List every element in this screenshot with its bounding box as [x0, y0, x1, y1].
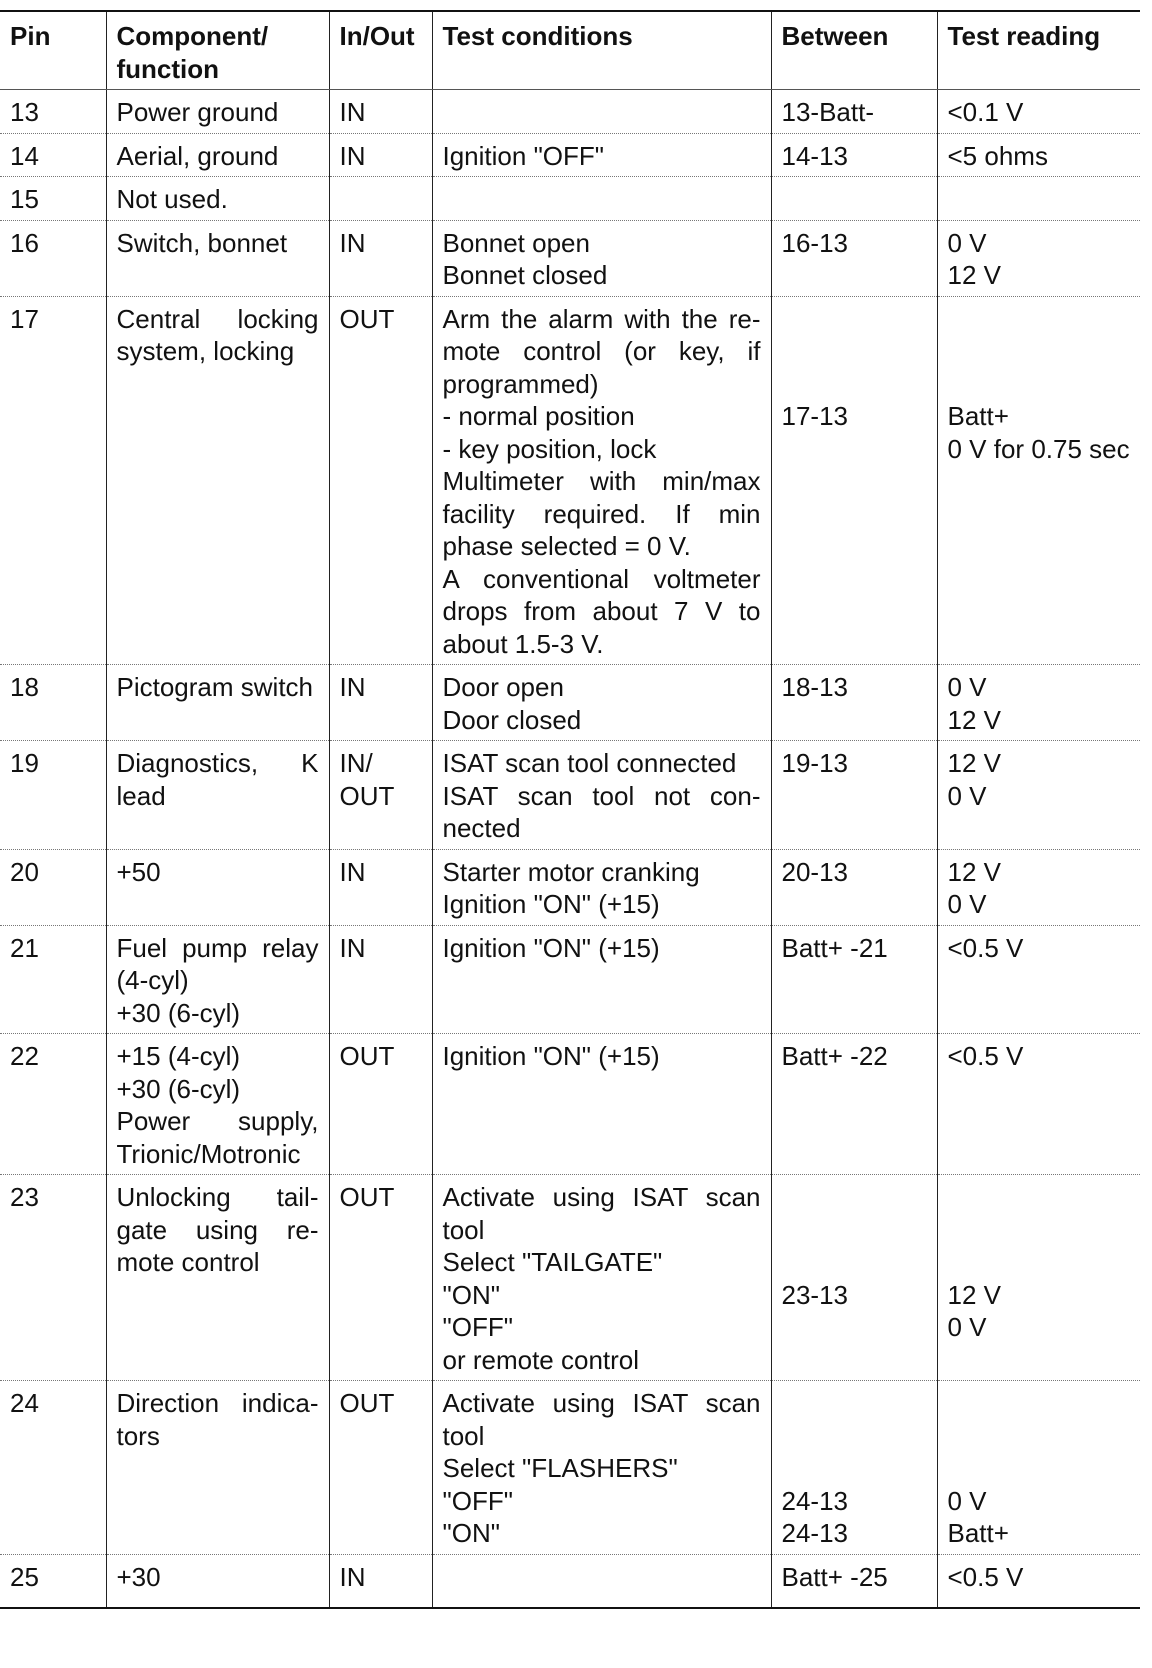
between-cell	[771, 90, 937, 134]
component-cell-text: Diagnostics, K lead	[116, 748, 326, 811]
table-row	[0, 296, 1140, 665]
test-reading-cell	[937, 220, 1140, 296]
pin-cell-text: 25	[10, 1561, 39, 1592]
in-out-cell	[329, 177, 432, 221]
table-row	[0, 90, 1140, 134]
header-test-conditions: Test conditions	[432, 11, 771, 90]
test-reading-cell-text: <0.5 V	[947, 1561, 1024, 1592]
test-reading-cell	[937, 90, 1140, 134]
component-cell	[106, 1554, 329, 1608]
in-out-cell-text: IN	[339, 1561, 366, 1592]
between-cell-text: 18-13	[781, 672, 848, 702]
component-cell-text: Unlocking tail- gate using re- mote control	[116, 1182, 326, 1277]
in-out-cell-text: IN	[339, 856, 366, 887]
between-cell	[771, 133, 937, 177]
table-row	[0, 1175, 1140, 1381]
in-out-cell	[329, 925, 432, 1034]
in-out-cell	[329, 220, 432, 296]
pin-cell	[0, 1381, 106, 1555]
between-cell-text: Batt+ -21	[781, 932, 888, 963]
pin-cell-text: 17	[10, 303, 39, 334]
test-reading-cell	[937, 1554, 1140, 1608]
pin-cell-text: 20	[10, 856, 39, 887]
pin-cell	[0, 741, 106, 850]
test-reading-cell	[937, 1381, 1140, 1555]
between-cell-text: 13-Batt-	[781, 97, 874, 127]
pin-cell-text: 16	[10, 227, 39, 258]
pin-cell	[0, 1175, 106, 1381]
pin-test-table	[0, 10, 1140, 1609]
in-out-cell-text: IN	[339, 227, 366, 258]
test-reading-cell-text: <0.5 V	[947, 1041, 1024, 1071]
in-out-cell-text: OUT	[339, 1388, 395, 1418]
header-component-function: Component/ function	[106, 11, 329, 90]
pin-cell-text: 24	[10, 1388, 39, 1418]
table-row	[0, 133, 1140, 177]
test-conditions-cell	[432, 177, 771, 221]
in-out-cell	[329, 1554, 432, 1608]
in-out-cell	[329, 665, 432, 741]
component-cell-text: Aerial, ground	[116, 140, 279, 171]
between-cell	[771, 177, 937, 221]
between-cell-text: 24-13 24-13	[781, 1485, 848, 1548]
header-in-out: In/Out	[329, 11, 432, 90]
test-conditions-cell-text: Starter motor cranking Ignition "ON" (+15)	[442, 856, 700, 919]
in-out-cell	[329, 90, 432, 134]
pin-cell	[0, 1034, 106, 1175]
in-out-cell-text: OUT	[339, 303, 395, 334]
pin-cell	[0, 220, 106, 296]
in-out-cell	[329, 1381, 432, 1555]
pin-cell-text: 13	[10, 97, 39, 127]
test-reading-cell	[937, 925, 1140, 1034]
test-conditions-cell	[432, 849, 771, 925]
test-reading-cell-text: <5 ohms	[947, 140, 1048, 171]
test-conditions-cell	[432, 220, 771, 296]
test-conditions-cell	[432, 1175, 771, 1381]
between-cell	[771, 296, 937, 665]
header-pin: Pin	[0, 11, 106, 90]
pin-test-document	[0, 10, 1140, 1609]
test-reading-cell	[937, 133, 1140, 177]
test-conditions-cell-text: ISAT scan tool connected ISAT scan tool not con- nected	[442, 748, 761, 843]
test-reading-cell	[937, 741, 1140, 850]
between-cell-text: Batt+ -22	[781, 1041, 888, 1071]
test-conditions-cell-text: Ignition "ON" (+15)	[442, 932, 660, 963]
test-reading-cell	[937, 1175, 1140, 1381]
test-conditions-cell-text: Ignition "ON" (+15)	[442, 1041, 660, 1071]
pin-cell	[0, 925, 106, 1034]
test-reading-cell-text: 12 V 0 V	[947, 748, 1001, 811]
between-cell	[771, 1381, 937, 1555]
pin-cell	[0, 177, 106, 221]
test-conditions-cell	[432, 296, 771, 665]
test-conditions-cell	[432, 133, 771, 177]
test-reading-cell-text: 0 V 12 V	[947, 227, 1001, 290]
in-out-cell-text: OUT	[339, 1041, 395, 1071]
pin-cell-text: 14	[10, 140, 39, 171]
pin-cell-text: 15	[10, 184, 39, 214]
in-out-cell	[329, 741, 432, 850]
pin-cell	[0, 665, 106, 741]
test-conditions-cell	[432, 741, 771, 850]
test-conditions-cell	[432, 90, 771, 134]
pin-cell	[0, 1554, 106, 1608]
in-out-cell-text: IN	[339, 97, 366, 127]
test-conditions-cell-text: Door open Door closed	[442, 672, 582, 735]
component-cell-text: Pictogram switch	[116, 672, 313, 702]
test-reading-cell	[937, 849, 1140, 925]
between-cell-text: 17-13	[781, 401, 848, 431]
table-row	[0, 1554, 1140, 1608]
component-cell-text: Not used.	[116, 184, 228, 214]
pin-cell-text: 22	[10, 1041, 39, 1071]
component-cell-text: +30	[116, 1561, 161, 1592]
component-cell	[106, 741, 329, 850]
between-cell-text: 14-13	[781, 140, 848, 171]
test-reading-cell	[937, 296, 1140, 665]
in-out-cell-text: OUT	[339, 1182, 395, 1212]
table-row	[0, 665, 1140, 741]
component-cell	[106, 925, 329, 1034]
between-cell-text: Batt+ -25	[781, 1561, 888, 1592]
header-test-reading: Test reading	[937, 11, 1140, 90]
test-conditions-cell	[432, 1554, 771, 1608]
between-cell	[771, 220, 937, 296]
pin-cell	[0, 849, 106, 925]
test-conditions-cell-text: Bonnet open Bonnet closed	[442, 227, 608, 290]
between-cell	[771, 925, 937, 1034]
test-reading-cell	[937, 177, 1140, 221]
in-out-cell	[329, 849, 432, 925]
table-body	[0, 90, 1140, 1609]
pin-cell	[0, 296, 106, 665]
in-out-cell-text: IN	[339, 140, 366, 171]
component-cell	[106, 296, 329, 665]
component-cell-text: +15 (4-cyl) +30 (6-cyl) Power supply, Trionic/Motronic	[116, 1041, 319, 1169]
between-cell-text: 23-13	[781, 1279, 848, 1310]
in-out-cell	[329, 1175, 432, 1381]
component-cell-text: Direction indica- tors	[116, 1388, 326, 1451]
between-cell	[771, 1554, 937, 1608]
component-cell-text: +50	[116, 856, 161, 887]
component-cell	[106, 133, 329, 177]
test-conditions-cell-text: Activate using ISAT scan tool Select "TAILGATE" "ON" "OFF" or remote control	[442, 1182, 761, 1375]
header-between: Between	[771, 11, 937, 90]
in-out-cell-text: IN	[339, 932, 366, 963]
component-cell	[106, 1175, 329, 1381]
between-cell-text: 20-13	[781, 856, 848, 887]
component-cell-text: Switch, bonnet	[116, 227, 288, 258]
component-cell	[106, 220, 329, 296]
test-reading-cell-text: 12 V 0 V	[947, 1279, 1001, 1342]
component-cell	[106, 177, 329, 221]
test-reading-cell-text: 0 V 12 V	[947, 672, 1001, 735]
test-reading-cell-text: 12 V 0 V	[947, 856, 1001, 919]
component-cell-text: Fuel pump relay (4-cyl) +30 (6-cyl)	[116, 932, 319, 1028]
component-cell-text: Power ground	[116, 97, 279, 127]
pin-cell-text: 18	[10, 672, 39, 702]
test-reading-cell-text: 0 V Batt+	[947, 1485, 1009, 1548]
table-row	[0, 1034, 1140, 1175]
between-cell	[771, 1034, 937, 1175]
pin-cell-text: 19	[10, 748, 39, 778]
test-reading-cell	[937, 665, 1140, 741]
table-row	[0, 741, 1140, 850]
in-out-cell	[329, 133, 432, 177]
between-cell	[771, 741, 937, 850]
in-out-cell-text: IN/ OUT	[339, 748, 395, 811]
test-conditions-cell-text: Ignition "OFF"	[442, 140, 605, 171]
between-cell-text: 19-13	[781, 748, 848, 778]
in-out-cell	[329, 1034, 432, 1175]
pin-cell-text: 23	[10, 1182, 39, 1212]
test-conditions-cell	[432, 925, 771, 1034]
component-cell-text: Central locking system, locking	[116, 303, 326, 366]
in-out-cell-text: IN	[339, 672, 366, 702]
test-conditions-cell-text: Arm the alarm with the re- mote control (or key, if programmed) - normal position - key position, lock Multimeter with min/max facility required. If min phase selected = 0 V. A conventional voltmeter drops from about 7 V to about 1.5-3 V.	[442, 303, 761, 659]
between-cell	[771, 665, 937, 741]
in-out-cell	[329, 296, 432, 665]
test-conditions-cell-text: Activate using ISAT scan tool Select "FLASHERS" "OFF" "ON"	[442, 1388, 761, 1548]
table-row	[0, 925, 1140, 1034]
pin-cell-text: 21	[10, 932, 39, 963]
component-cell	[106, 665, 329, 741]
table-row	[0, 220, 1140, 296]
table-header-row	[0, 11, 1140, 90]
component-cell	[106, 849, 329, 925]
component-cell	[106, 1034, 329, 1175]
between-cell	[771, 849, 937, 925]
test-conditions-cell	[432, 1034, 771, 1175]
test-reading-cell	[937, 1034, 1140, 1175]
test-conditions-cell	[432, 1381, 771, 1555]
pin-cell	[0, 90, 106, 134]
test-reading-cell-text: <0.1 V	[947, 97, 1024, 127]
between-cell-text: 16-13	[781, 227, 848, 258]
pin-cell	[0, 133, 106, 177]
test-conditions-cell	[432, 665, 771, 741]
test-reading-cell-text: <0.5 V	[947, 932, 1024, 963]
component-cell	[106, 90, 329, 134]
table-row	[0, 177, 1140, 221]
test-reading-cell-text: Batt+ 0 V for 0.75 sec	[947, 401, 1130, 464]
component-cell	[106, 1381, 329, 1555]
table-row	[0, 849, 1140, 925]
between-cell	[771, 1175, 937, 1381]
table-row	[0, 1381, 1140, 1555]
